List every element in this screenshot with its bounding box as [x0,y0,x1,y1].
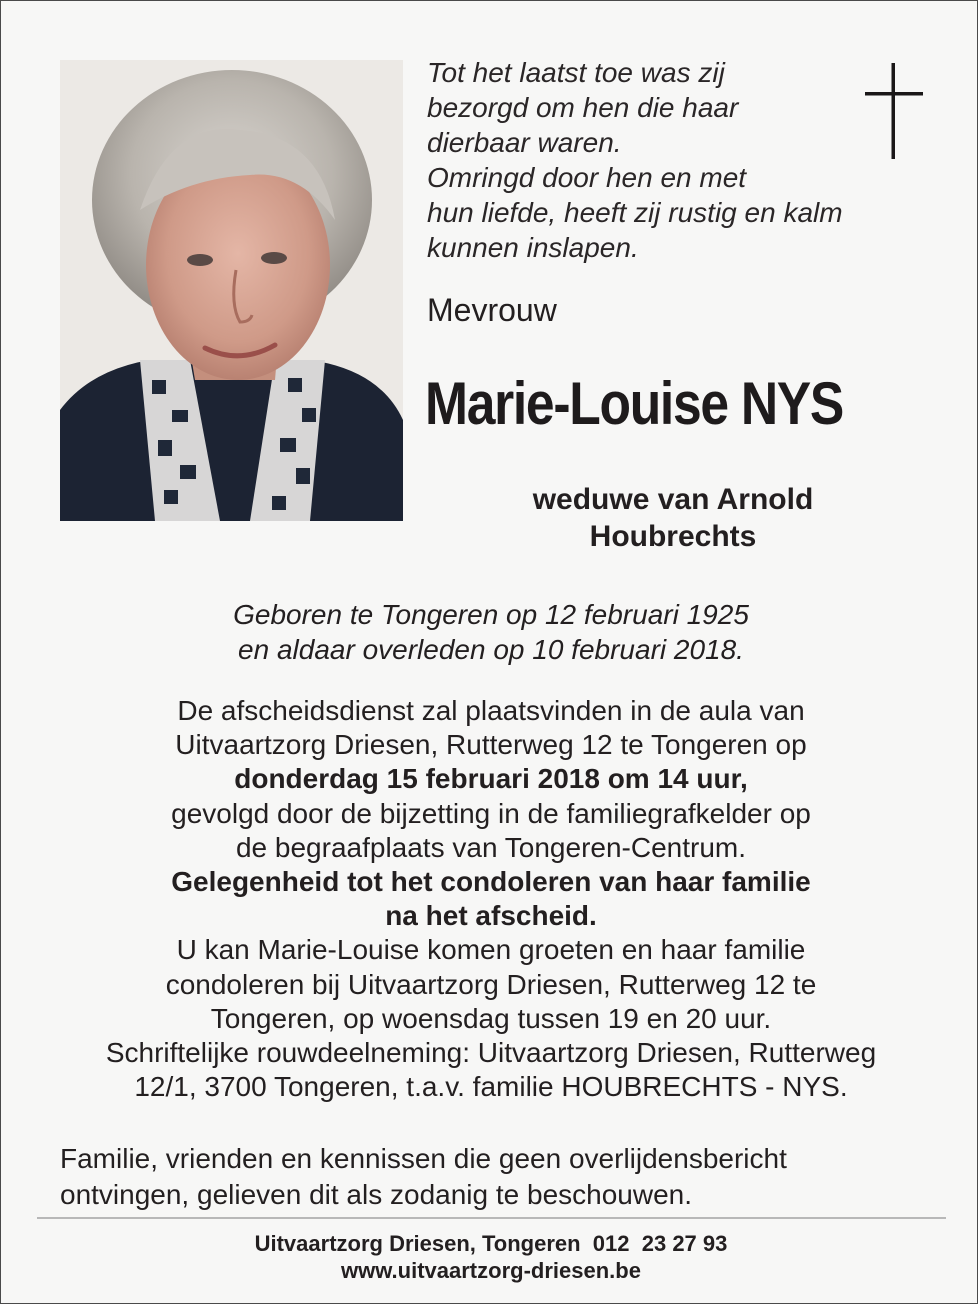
portrait-illustration [60,60,403,521]
visit-line: U kan Marie-Louise komen groeten en haar familie [176,934,806,966]
condolence-line: Gelegenheid tot het condoleren van haar familie [171,866,811,898]
widow-line: Houbrechts [589,520,757,553]
poem [427,55,867,265]
condolence-line: na het afscheid. [385,900,597,932]
funeral-home-website: www.uitvaartzorg-driesen.be [341,1258,641,1283]
widow-line: weduwe van Arnold [532,483,814,516]
visit-line: Tongeren, op woensdag tussen 19 en 20 uur. [210,1002,772,1034]
birth-death-info [1,597,980,667]
funeral-home-contact: Uitvaartzorg Driesen, Tongeren 012 23 27 93 [254,1231,728,1256]
death-line: en aldaar overleden op 10 februari 2018. [238,634,744,665]
divider [37,1217,946,1219]
birth-line: Geboren te Tongeren op 12 februari 1925 [233,599,749,630]
honorific: Mevrouw [427,292,557,328]
service-line: De afscheidsdienst zal plaatsvinden in de aula van [177,695,805,726]
portrait-photo [60,60,403,521]
service-line: gevolgd door de bijzetting in de familiegrafkelder op [171,797,811,829]
footer [1,1230,980,1284]
poem-line: dierbaar waren. [427,127,622,158]
poem-line: Tot het laatst toe was zij [427,57,725,88]
closing-line: ontvingen, gelieven dit als zodanig te beschouwen. [60,1179,692,1210]
cross-icon [865,63,923,159]
widow-of [433,481,913,555]
visit-line: condoleren bij Uitvaartzorg Driesen, Rutterweg 12 te [165,968,817,1000]
poem-line: hun liefde, heeft zij rustig en kalm [427,197,843,228]
closing-note [60,1141,940,1213]
service-line: Uitvaartzorg Driesen, Rutterweg 12 te Tongeren op [175,729,807,761]
poem-line: kunnen inslapen. [427,232,639,263]
written-condolence-line: 12/1, 3700 Tongeren, t.a.v. familie HOUBRECHTS - NYS. [134,1071,848,1103]
closing-line: Familie, vrienden en kennissen die geen overlijdensbericht [60,1143,787,1174]
service-date: donderdag 15 februari 2018 om 14 uur, [234,763,748,795]
poem-line: Omringd door hen en met [427,162,747,193]
poem-line: bezorgd om hen die haar [427,92,739,123]
service-details [1,694,980,1104]
service-line: de begraafplaats van Tongeren-Centrum. [235,831,747,863]
written-condolence-line: Schriftelijke rouwdeelneming: Uitvaartzorg Driesen, Rutterweg [105,1037,877,1069]
deceased-name: Marie-Louise NYS [425,370,844,437]
